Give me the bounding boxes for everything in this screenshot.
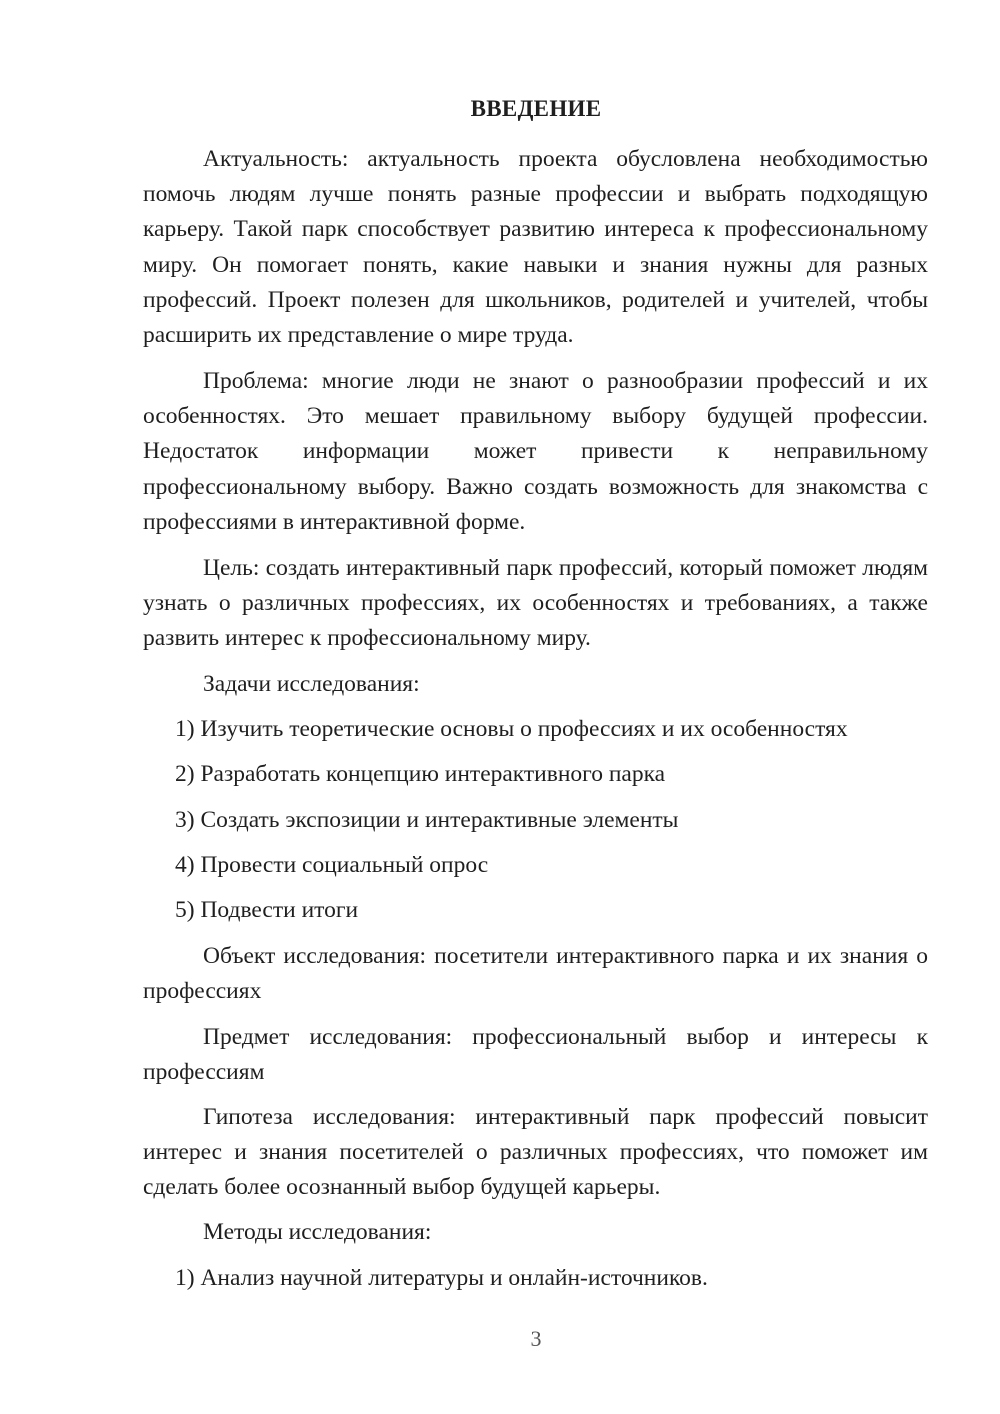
methods-heading: Методы исследования: (203, 1219, 432, 1245)
list-item: 4) Провести социальный опрос (175, 852, 489, 878)
tasks-heading: Задачи исследования: (203, 671, 420, 697)
list-item: 2) Разработать концепцию интерактивного парка (175, 761, 666, 787)
paragraph-hypothesis: Гипотеза исследования: интерактивный парк профессий повысит интерес и знания посетителей о различных профессиях, что поможет им сделать более осознанный выбор будущей карьеры. (143, 1104, 928, 1201)
list-item: 3) Создать экспозиции и интерактивные элементы (175, 807, 679, 833)
paragraph-object: Объект исследования: посетители интерактивного парка и их знания о профессиях (143, 943, 928, 1005)
page-title: ВВЕДЕНИЕ (470, 96, 602, 121)
list-item: 1) Анализ научной литературы и онлайн-источников. (175, 1265, 708, 1291)
list-item: 1) Изучить теоретические основы о профессиях и их особенностях (175, 716, 848, 742)
list-item: 5) Подвести итоги (175, 897, 359, 923)
page-number: 3 (530, 1326, 542, 1351)
paragraph-relevance: Актуальность: актуальность проекта обусловлена необходимостью помочь людям лучше понять разные профессии и выбрать подходящую карьеру. Такой парк способствует развитию интереса к профессиональному миру. Он помогает понять, какие навыки и знания нужны для разных профессий. Проект полезен для школьников, родителей и учителей, чтобы расширить их представление о мире труда. (143, 146, 928, 349)
paragraph-goal: Цель: создать интерактивный парк профессий, который поможет людям узнать о различных профессиях, их особенностях и требованиях, а также развить интерес к профессиональному миру. (143, 555, 928, 652)
paragraph-problem: Проблема: многие люди не знают о разнообразии профессий и их особенностях. Это мешает правильному выбору будущей профессии. Недостаток информации может привести к неправильному профессиональному выбору. Важно создать возможность для знакомства с профессиями в интерактивной форме. (143, 368, 928, 535)
paragraph-subject: Предмет исследования: профессиональный выбор и интересы к профессиям (143, 1024, 928, 1086)
